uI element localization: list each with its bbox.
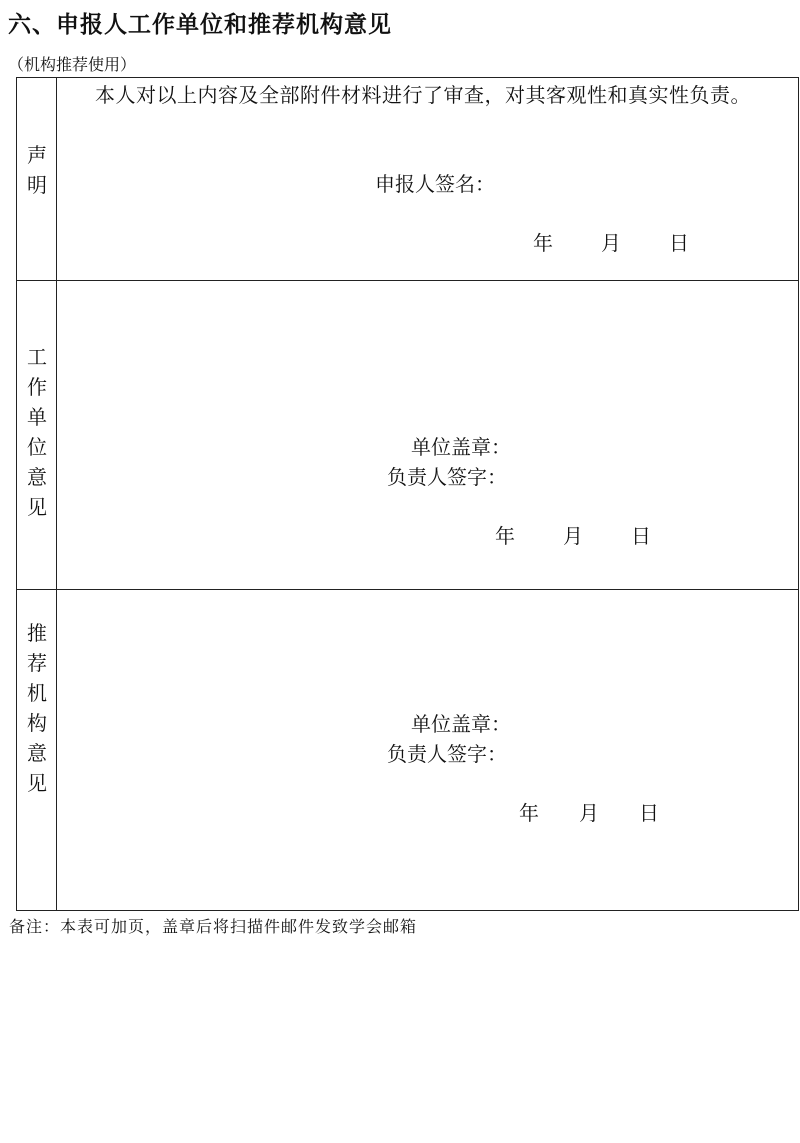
employer-opinion-content-cell[interactable] [57,281,798,589]
date-month: 月 [601,231,621,255]
date-month: 月 [579,801,599,825]
date-year: 年 [495,524,515,548]
recommender-opinion-content-cell[interactable] [57,590,798,910]
date-day: 日 [631,524,651,548]
recommender-opinion-label: 推 荐 机 构 意 见 [27,621,47,795]
date-year: 年 [519,801,539,825]
employer-opinion-label-cell [17,281,57,589]
date-year: 年 [533,231,553,255]
date-month: 月 [563,524,583,548]
date-day: 日 [639,801,659,825]
recommender-opinion-label-cell [17,590,57,910]
recommender-signature-label: 负责人签字： [387,742,507,766]
declaration-content-cell[interactable] [57,78,798,280]
section-title: 六、申报人工作单位和推荐机构意见 [8,12,392,38]
declaration-row [17,78,798,281]
footer-note: 备注：本表可加页，盖章后将扫描件邮件发致学会邮箱 [9,917,418,936]
declaration-date [533,228,689,258]
employer-opinion-date [495,521,651,551]
employer-signature-label: 负责人签字： [387,465,507,489]
employer-seal-label: 单位盖章： [411,435,511,459]
recommender-opinion-date [519,798,659,828]
section-subtitle: （机构推荐使用） [8,55,137,74]
employer-opinion-label: 工 作 单 位 意 见 [27,345,47,519]
opinion-form-table [16,77,799,911]
declaration-statement: 本人对以上内容及全部附件材料进行了审查，对其客观性和真实性负责。 [95,83,751,107]
date-day: 日 [669,231,689,255]
employer-opinion-row [17,281,798,590]
declaration-label-cell [17,78,57,280]
declaration-label: 声 明 [27,143,47,197]
recommender-seal-label: 单位盖章： [411,712,511,736]
applicant-signature-label: 申报人签名： [375,172,495,196]
recommender-opinion-row [17,590,798,910]
